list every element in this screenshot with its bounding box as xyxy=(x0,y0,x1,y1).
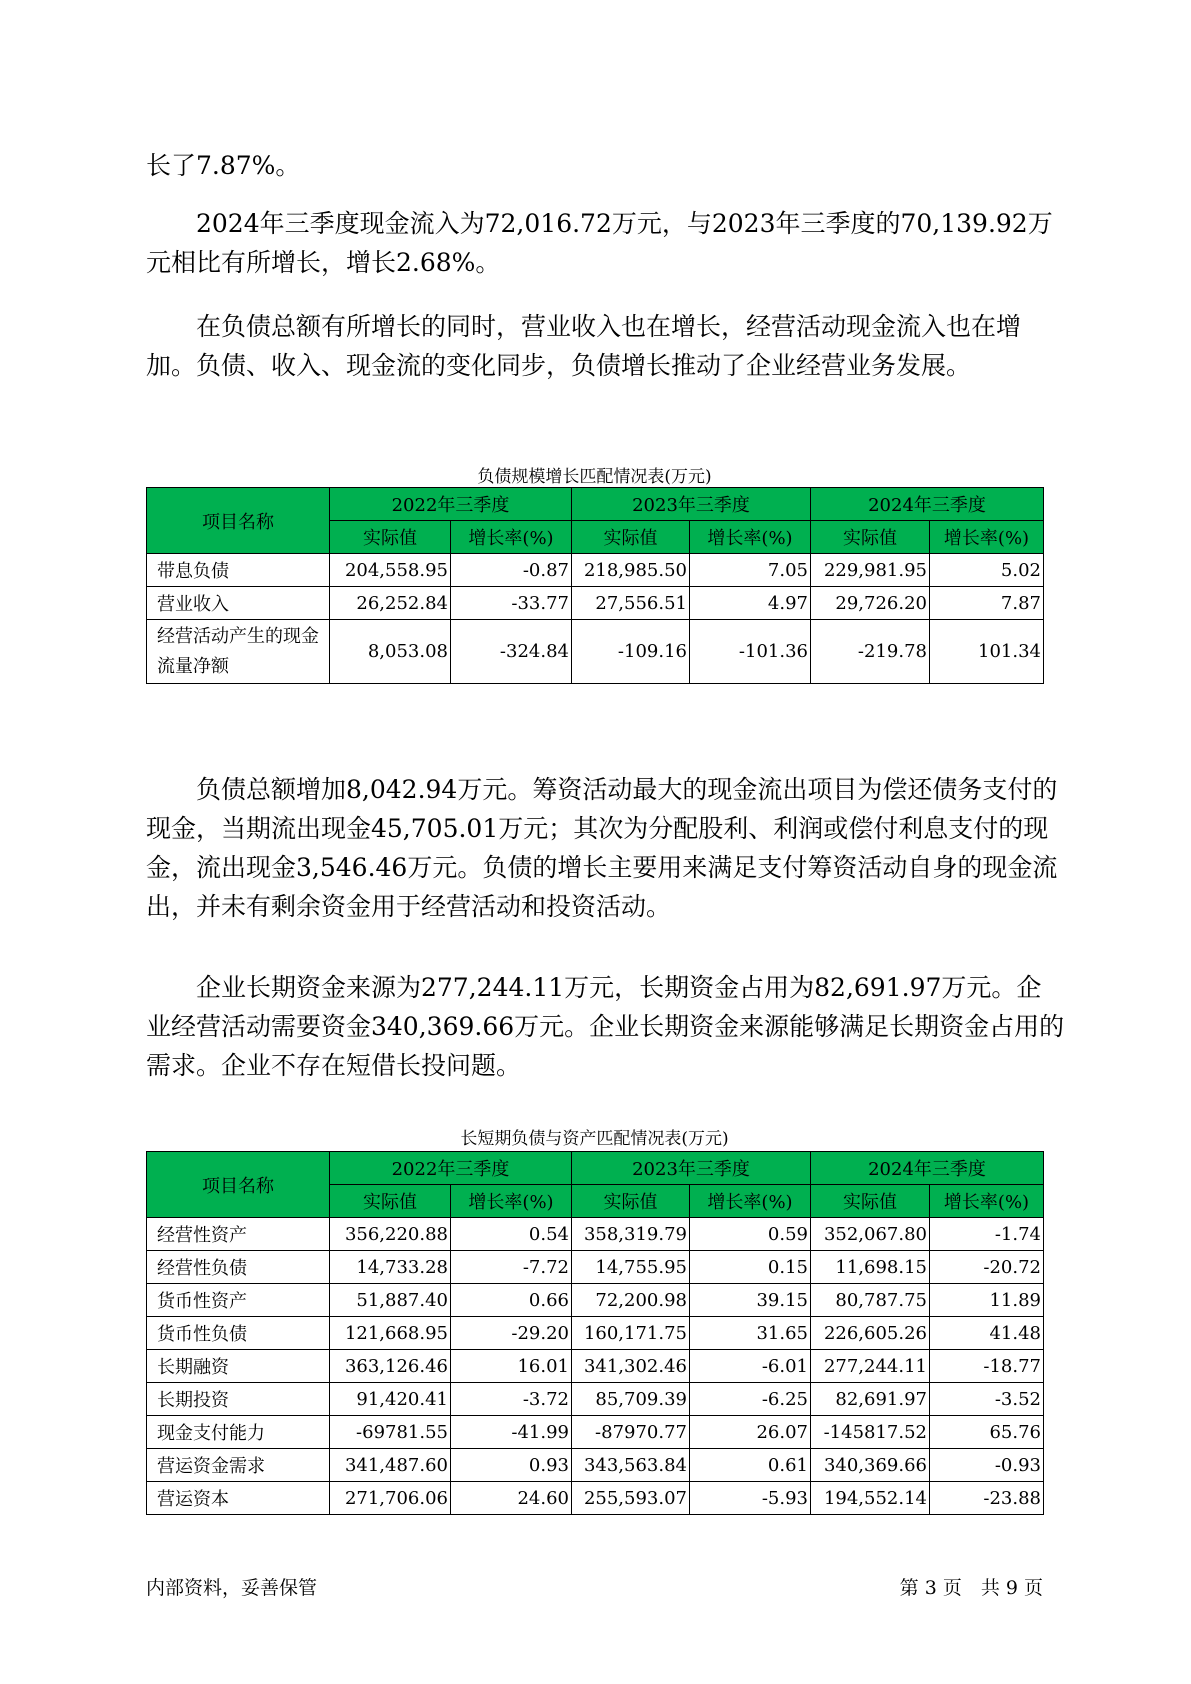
cell-value: -69781.55 xyxy=(330,1416,451,1449)
growth-rate-header: 增长率(%) xyxy=(690,521,811,554)
cell-value: 358,319.79 xyxy=(572,1218,690,1251)
table-row xyxy=(147,1251,1044,1284)
actual-value-header: 实际值 xyxy=(811,1185,930,1218)
table-row xyxy=(147,1383,1044,1416)
row-name: 营运资本 xyxy=(147,1482,330,1515)
table2-caption: 长短期负债与资产匹配情况表(万元) xyxy=(460,1129,729,1149)
cell-value: -101.36 xyxy=(690,620,811,684)
table-row xyxy=(147,587,1044,620)
row-name: 货币性资产 xyxy=(147,1284,330,1317)
row-name: 带息负债 xyxy=(147,554,330,587)
item-name-header: 项目名称 xyxy=(147,1152,330,1218)
footer-confidential-note: 内部资料，妥善保管 xyxy=(146,1577,318,1599)
cell-value: 65.76 xyxy=(930,1416,1044,1449)
cell-value: -324.84 xyxy=(451,620,572,684)
cell-value: -1.74 xyxy=(930,1218,1044,1251)
row-name: 营业收入 xyxy=(147,587,330,620)
table-row xyxy=(147,1350,1044,1383)
cell-value: 5.02 xyxy=(930,554,1044,587)
paragraph-long-term-funds: 企业长期资金来源为277,244.11万元，长期资金占用为82,691.97万元。企业经营活动需要资金340,369.66万元。企业长期资金来源能够满足长期资金占用的需求。企业不存在短借长投问题。 xyxy=(146,973,1065,1080)
actual-value-header: 实际值 xyxy=(572,1185,690,1218)
period-header-2023: 2023年三季度 xyxy=(572,1152,811,1185)
cell-value: 4.97 xyxy=(690,587,811,620)
table-row xyxy=(147,620,1044,684)
cell-value: 356,220.88 xyxy=(330,1218,451,1251)
actual-value-header: 实际值 xyxy=(330,1185,451,1218)
paragraph-debt-growth-summary: 在负债总额有所增长的同时，营业收入也在增长，经营活动现金流入也在增加。负债、收入、现金流的变化同步，负债增长推动了企业经营业务发展。 xyxy=(146,312,1022,380)
cell-value: 0.66 xyxy=(451,1284,572,1317)
cell-value: 226,605.26 xyxy=(811,1317,930,1350)
growth-rate-header: 增长率(%) xyxy=(930,521,1044,554)
cell-value: 363,126.46 xyxy=(330,1350,451,1383)
cell-value: -41.99 xyxy=(451,1416,572,1449)
cell-value: 343,563.84 xyxy=(572,1449,690,1482)
table-row xyxy=(147,554,1044,587)
cell-value: 218,985.50 xyxy=(572,554,690,587)
cell-value: 29,726.20 xyxy=(811,587,930,620)
cell-value: 7.05 xyxy=(690,554,811,587)
paragraph-debt-increase: 负债总额增加8,042.94万元。筹资活动最大的现金流出项目为偿还债务支付的现金，当期流出现金45,705.01万元；其次为分配股利、利润或偿付利息支付的现金，流出现金3,546.46万元。负债的增长主要用来满足支付筹资活动自身的现金流出，并未有剩余资金用于经营活动和投资活动。 xyxy=(146,775,1058,921)
cell-value: 341,487.60 xyxy=(330,1449,451,1482)
cell-value: 26,252.84 xyxy=(330,587,451,620)
cell-value: -5.93 xyxy=(690,1482,811,1515)
cell-value: -0.87 xyxy=(451,554,572,587)
cell-value: -3.52 xyxy=(930,1383,1044,1416)
cell-value: 26.07 xyxy=(690,1416,811,1449)
paragraph-continuation: 长了7.87%。 xyxy=(146,151,301,180)
row-name: 货币性负债 xyxy=(147,1317,330,1350)
cell-value: 194,552.14 xyxy=(811,1482,930,1515)
period-header-2024: 2024年三季度 xyxy=(811,488,1044,521)
growth-rate-header: 增长率(%) xyxy=(690,1185,811,1218)
cell-value: -33.77 xyxy=(451,587,572,620)
cell-value: 340,369.66 xyxy=(811,1449,930,1482)
cell-value: -7.72 xyxy=(451,1251,572,1284)
cell-value: -18.77 xyxy=(930,1350,1044,1383)
row-name: 经营性资产 xyxy=(147,1218,330,1251)
cell-value: -3.72 xyxy=(451,1383,572,1416)
cell-value: -6.01 xyxy=(690,1350,811,1383)
period-header-2022: 2022年三季度 xyxy=(330,1152,572,1185)
row-name: 长期投资 xyxy=(147,1383,330,1416)
cell-value: 277,244.11 xyxy=(811,1350,930,1383)
cell-value: 0.61 xyxy=(690,1449,811,1482)
cell-value: 85,709.39 xyxy=(572,1383,690,1416)
cell-value: 72,200.98 xyxy=(572,1284,690,1317)
long-short-debt-asset-match-table xyxy=(146,1151,1044,1515)
cell-value: 160,171.75 xyxy=(572,1317,690,1350)
cell-value: 24.60 xyxy=(451,1482,572,1515)
table-row xyxy=(147,1218,1044,1251)
paragraph-cash-inflow: 2024年三季度现金流入为72,016.72万元，与2023年三季度的70,139.92万元相比有所增长，增长2.68%。 xyxy=(146,209,1053,277)
cell-value: 255,593.07 xyxy=(572,1482,690,1515)
cell-value: 31.65 xyxy=(690,1317,811,1350)
table-row xyxy=(147,1284,1044,1317)
cell-value: 0.59 xyxy=(690,1218,811,1251)
cell-value: 11.89 xyxy=(930,1284,1044,1317)
cell-value: 80,787.75 xyxy=(811,1284,930,1317)
table-row xyxy=(147,1317,1044,1350)
cell-value: -29.20 xyxy=(451,1317,572,1350)
cell-value: 204,558.95 xyxy=(330,554,451,587)
cell-value: 0.54 xyxy=(451,1218,572,1251)
cell-value: 16.01 xyxy=(451,1350,572,1383)
cell-value: 0.15 xyxy=(690,1251,811,1284)
table-row xyxy=(147,1449,1044,1482)
cell-value: 8,053.08 xyxy=(330,620,451,684)
cell-value: 82,691.97 xyxy=(811,1383,930,1416)
cell-value: 11,698.15 xyxy=(811,1251,930,1284)
item-name-header: 项目名称 xyxy=(147,488,330,554)
table-row xyxy=(147,1416,1044,1449)
cell-value: 271,706.06 xyxy=(330,1482,451,1515)
cell-value: 352,067.80 xyxy=(811,1218,930,1251)
cell-value: 14,733.28 xyxy=(330,1251,451,1284)
table1-caption: 负债规模增长匹配情况表(万元) xyxy=(477,467,712,487)
cell-value: 101.34 xyxy=(930,620,1044,684)
period-header-2024: 2024年三季度 xyxy=(811,1152,1044,1185)
cell-value: -6.25 xyxy=(690,1383,811,1416)
table-row xyxy=(147,1482,1044,1515)
cell-value: 91,420.41 xyxy=(330,1383,451,1416)
cell-value: 14,755.95 xyxy=(572,1251,690,1284)
cell-value: -87970.77 xyxy=(572,1416,690,1449)
cell-value: -20.72 xyxy=(930,1251,1044,1284)
actual-value-header: 实际值 xyxy=(572,521,690,554)
row-name: 经营性负债 xyxy=(147,1251,330,1284)
cell-value: 27,556.51 xyxy=(572,587,690,620)
growth-rate-header: 增长率(%) xyxy=(930,1185,1044,1218)
cell-value: -0.93 xyxy=(930,1449,1044,1482)
cell-value: -145817.52 xyxy=(811,1416,930,1449)
period-header-2023: 2023年三季度 xyxy=(572,488,811,521)
cell-value: -219.78 xyxy=(811,620,930,684)
cell-value: 39.15 xyxy=(690,1284,811,1317)
cell-value: 0.93 xyxy=(451,1449,572,1482)
cell-value: -23.88 xyxy=(930,1482,1044,1515)
cell-value: 41.48 xyxy=(930,1317,1044,1350)
cell-value: 121,668.95 xyxy=(330,1317,451,1350)
cell-value: 341,302.46 xyxy=(572,1350,690,1383)
debt-growth-match-table xyxy=(146,487,1044,684)
cell-value: 51,887.40 xyxy=(330,1284,451,1317)
period-header-2022: 2022年三季度 xyxy=(330,488,572,521)
cell-value: -109.16 xyxy=(572,620,690,684)
cell-value: 7.87 xyxy=(930,587,1044,620)
actual-value-header: 实际值 xyxy=(811,521,930,554)
row-name: 长期融资 xyxy=(147,1350,330,1383)
row-name: 现金支付能力 xyxy=(147,1416,330,1449)
footer-page-number: 第 3 页 共 9 页 xyxy=(899,1577,1043,1599)
row-name: 营运资金需求 xyxy=(147,1449,330,1482)
growth-rate-header: 增长率(%) xyxy=(451,1185,572,1218)
cell-value: 229,981.95 xyxy=(811,554,930,587)
actual-value-header: 实际值 xyxy=(330,521,451,554)
row-name: 经营活动产生的现金流量净额 xyxy=(147,620,330,684)
growth-rate-header: 增长率(%) xyxy=(451,521,572,554)
